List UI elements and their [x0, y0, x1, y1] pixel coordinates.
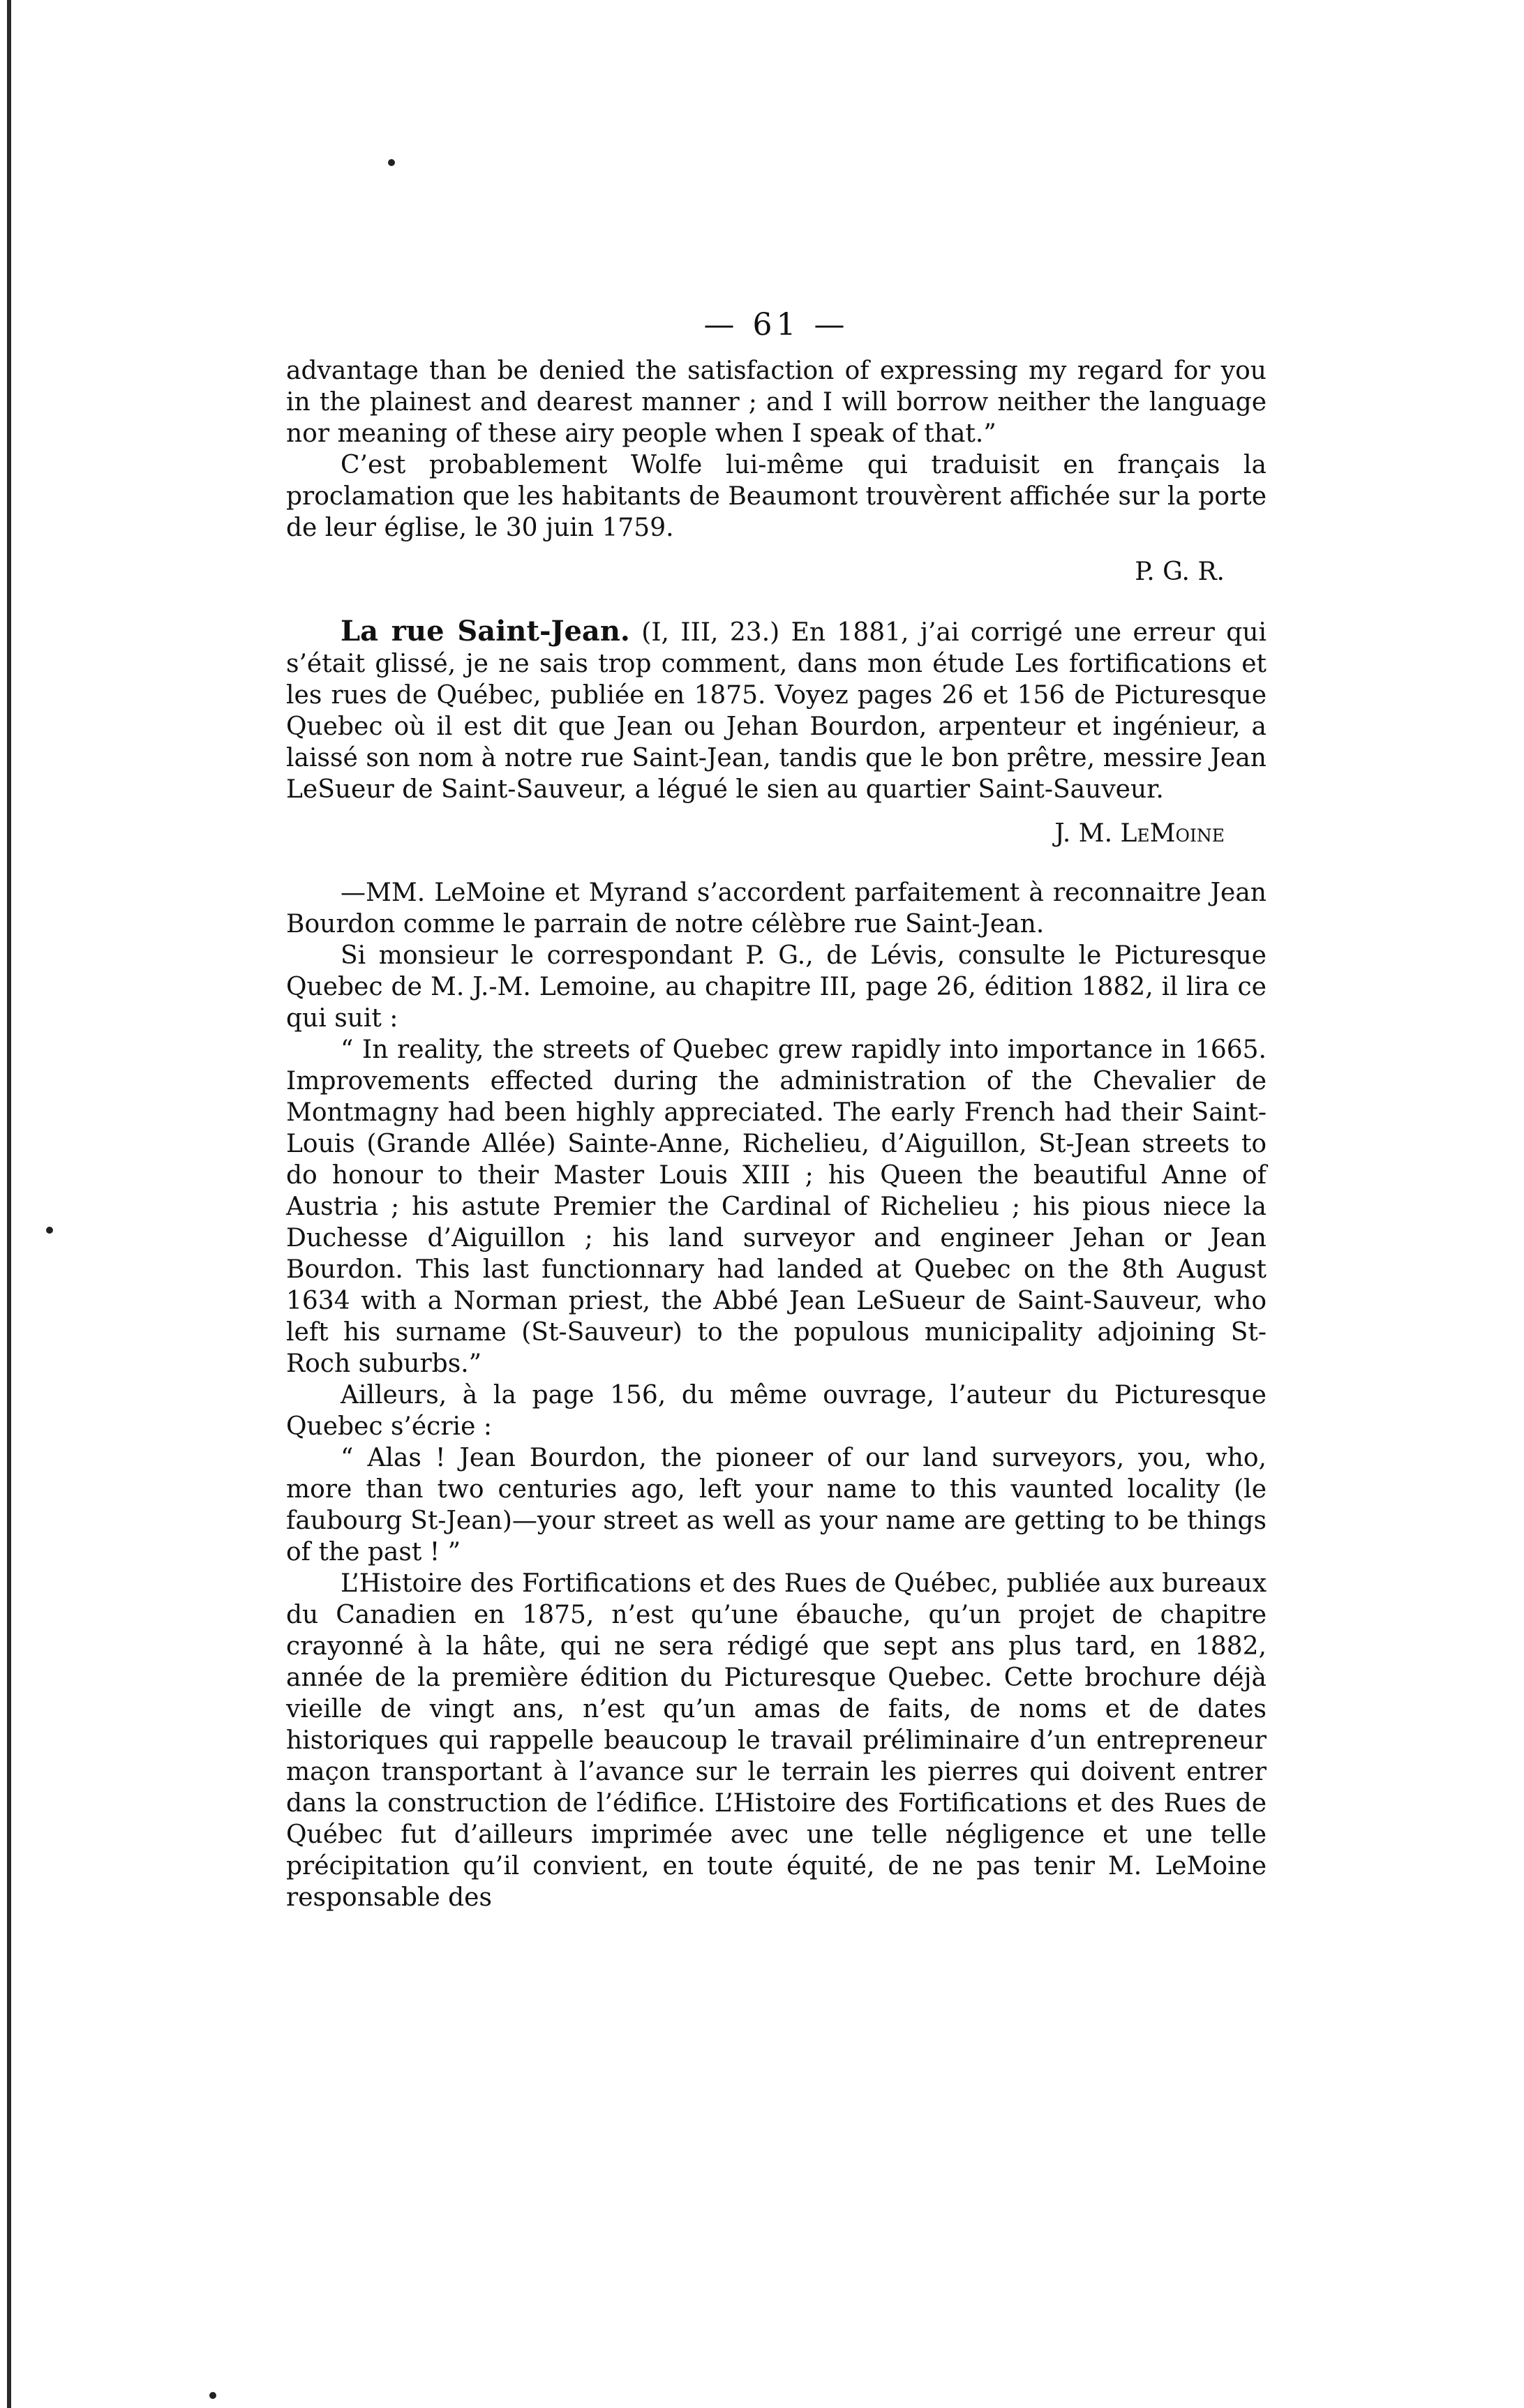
paragraph-myrand: —MM. LeMoine et Myrand s’accordent parfaitement à reconnaitre Jean Bourdon comme le parrain de notre célèbre rue Saint-Jean. — [286, 878, 1267, 938]
section-heading: La rue Saint-Jean. — [341, 615, 630, 648]
paragraph-quote-alas: “ Alas ! Jean Bourdon, the pioneer of our land surveyors, you, who, more than two centuries ago, left your name to this vaunted locality (le faubourg St-Jean)—your street as well as your name are getting to be things of the past ! ” — [286, 1444, 1267, 1566]
paragraph-quote-end: advantage than be denied the satisfaction of expressing my regard for you in the plainest and dearest manner ; and I will borrow neither the language nor meaning of these airy people when I speak of that.” — [286, 357, 1267, 448]
paragraph-wolfe: C’est probablement Wolfe lui-même qui traduisit en français la proclamation que les habitants de Beaumont trouvèrent affichée sur la porte de leur église, le 30 juin 1759. — [286, 451, 1267, 542]
ink-speck — [46, 1227, 53, 1234]
ink-speck — [209, 2392, 216, 2399]
paragraph-rue-saint-jean-text: (I, III, 23.) En 1881, j’ai corrigé une erreur qui s’était glissé, je ne sais trop comment, dans mon étude Les fortifications et les rues de Québec, publiée en 1875. Voyez pages 26 et 156 de Picturesque Quebec où il est dit que Jean ou Jehan Bourdon, arpenteur et ingénieur, a laissé son nom à notre rue Saint-Jean, tandis que le bon prêtre, messire Jean LeSueur de Saint-Sauveur, a légué le sien au quartier Saint-Sauveur. — [286, 618, 1267, 804]
paragraph-ailleurs: Ailleurs, à la page 156, du même ouvrage, l’auteur du Picturesque Quebec s’écrie : — [286, 1381, 1267, 1441]
book-page — [286, 307, 1267, 1913]
paragraph-histoire: L’Histoire des Fortifications et des Rues de Québec, publiée aux bureaux du Canadien en 1875, n’est qu’une ébauche, qu’un projet de chapitre crayonné à la hâte, qui ne sera rédigé que sept ans plus tard, en 1882, année de la première édition du Picturesque Quebec. Cette brochure déjà vieille de vingt ans, n’est qu’un amas de faits, de noms et de dates historiques qui rappelle beaucoup le travail préliminaire d’un entrepreneur maçon transportant à l’avance sur le terrain les pierres qui doivent entrer dans la construction de l’édifice. L’Histoire des Fortifications et des Rues de Québec fut d’ailleurs imprimée avec une telle négligence et une telle précipitation qu’il convient, en toute équité, de ne pas tenir M. LeMoine responsable des — [286, 1569, 1267, 1912]
signature-lemoine: J. M. LeMoine — [1054, 819, 1225, 848]
ink-speck — [388, 159, 395, 166]
page-number: — 61 — — [703, 307, 849, 343]
paragraph-correspondant: Si monsieur le correspondant P. G., de Lévis, consulte le Picturesque Quebec de M. J.-M. Lemoine, au chapitre III, page 26, édition 1882, il lira ce qui suit : — [286, 941, 1267, 1033]
signature-pgr: P. G. R. — [1135, 558, 1225, 586]
binding-edge — [7, 0, 11, 2408]
paragraph-quote-reality: “ In reality, the streets of Quebec grew rapidly into importance in 1665. Improvements effected during the administration of the Chevalier de Montmagny had been highly appreciated. The early French had their Saint-Louis (Grande Allée) Sainte-Anne, Richelieu, d’Aiguillon, St-Jean streets to do honour to their Master Louis XIII ; his Queen the beautiful Anne of Austria ; his astute Premier the Cardinal of Richelieu ; his pious niece la Duchesse d’Aiguillon ; his land surveyor and engineer Jehan or Jean Bourdon. This last functionnary had landed at Quebec on the 8th August 1634 with a Norman priest, the Abbé Jean LeSueur de Saint-Sauveur, who left his surname (St-Sauveur) to the populous municipality adjoining St-Roch suburbs.” — [286, 1035, 1267, 1378]
paragraph-rue-saint-jean — [286, 615, 1267, 805]
